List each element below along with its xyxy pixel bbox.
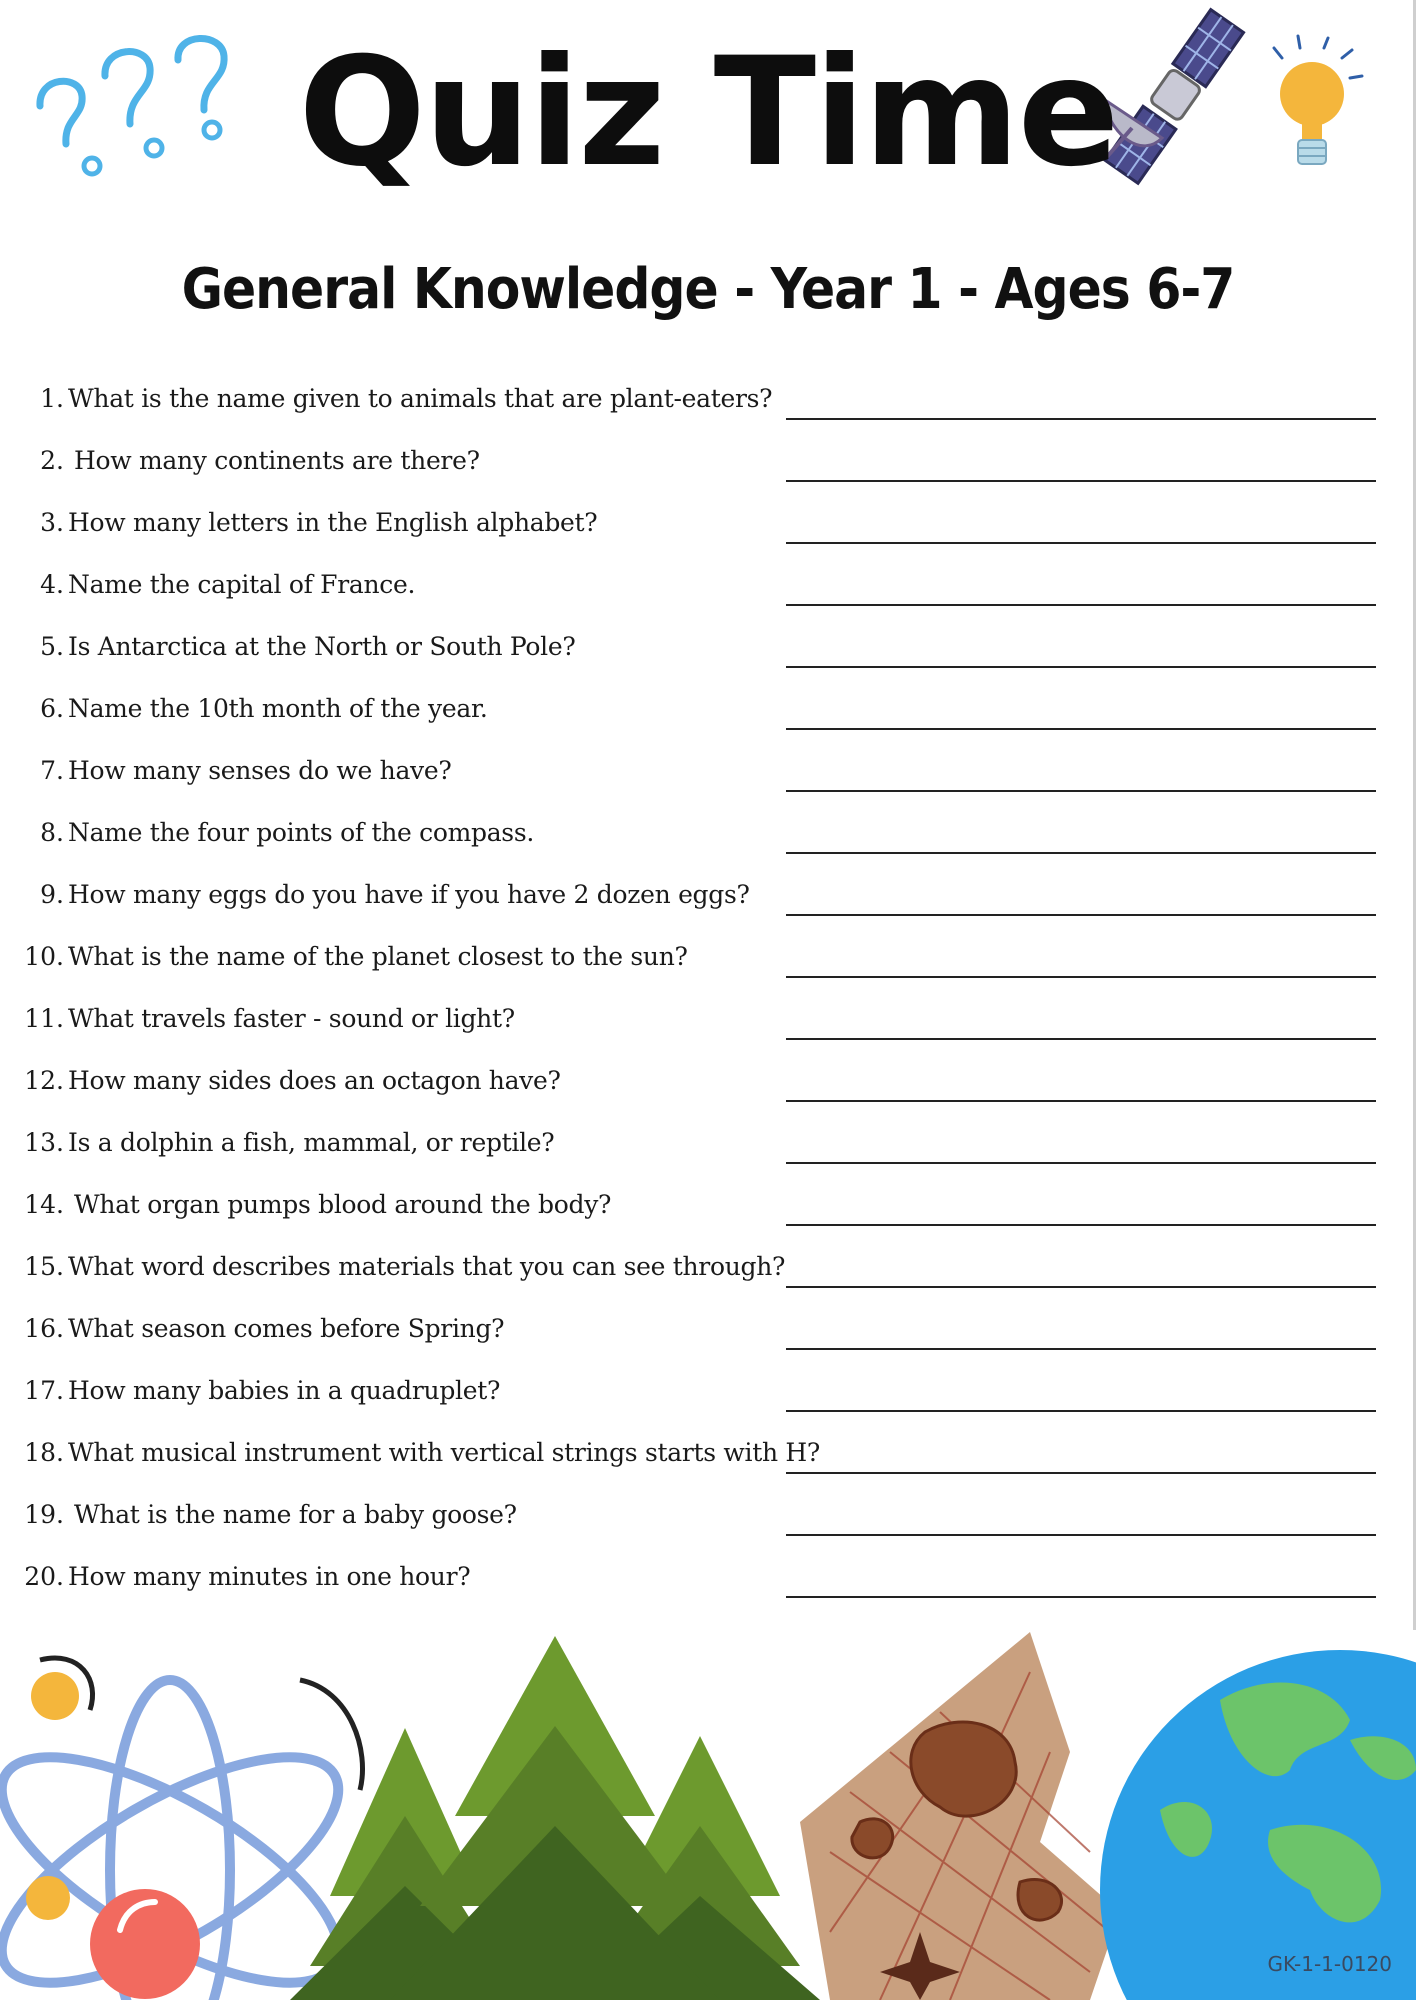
question-text: Is Antarctica at the North or South Pole? bbox=[68, 632, 576, 661]
question-number: 11. bbox=[24, 1004, 64, 1033]
page-subtitle: General Knowledge - Year 1 - Ages 6-7 bbox=[181, 257, 1235, 322]
question-row bbox=[0, 444, 1416, 506]
question-text: Is a dolphin a fish, mammal, or reptile? bbox=[68, 1128, 555, 1157]
question-text: What travels faster - sound or light? bbox=[68, 1004, 515, 1033]
worksheet-code: GK-1-1-0120 bbox=[1267, 1952, 1392, 1976]
question-row bbox=[0, 754, 1416, 816]
question-row bbox=[0, 568, 1416, 630]
question-number: 5. bbox=[40, 632, 64, 661]
question-number: 1. bbox=[40, 384, 64, 413]
answer-line[interactable] bbox=[786, 418, 1376, 420]
question-row bbox=[0, 1374, 1416, 1436]
question-text: How many eggs do you have if you have 2 dozen eggs? bbox=[68, 880, 750, 909]
question-text: Name the capital of France. bbox=[68, 570, 416, 599]
question-row bbox=[0, 382, 1416, 444]
question-number: 18. bbox=[24, 1438, 64, 1467]
question-number: 3. bbox=[40, 508, 64, 537]
answer-line[interactable] bbox=[786, 666, 1376, 668]
answer-line[interactable] bbox=[786, 1162, 1376, 1164]
question-text: How many senses do we have? bbox=[68, 756, 452, 785]
question-text: Name the 10th month of the year. bbox=[68, 694, 488, 723]
question-row bbox=[0, 816, 1416, 878]
question-number: 9. bbox=[40, 880, 64, 909]
question-number: 14. bbox=[24, 1190, 64, 1219]
question-row bbox=[0, 630, 1416, 692]
question-number: 10. bbox=[24, 942, 64, 971]
question-row bbox=[0, 692, 1416, 754]
question-row bbox=[0, 1002, 1416, 1064]
question-number: 12. bbox=[24, 1066, 64, 1095]
question-text: What organ pumps blood around the body? bbox=[74, 1190, 612, 1219]
question-text: Name the four points of the compass. bbox=[68, 818, 535, 847]
question-text: What is the name of the planet closest to the sun? bbox=[68, 942, 688, 971]
answer-line[interactable] bbox=[786, 1596, 1376, 1598]
question-text: What is the name for a baby goose? bbox=[74, 1500, 517, 1529]
question-number: 19. bbox=[24, 1500, 64, 1529]
question-number: 20. bbox=[24, 1562, 64, 1591]
question-number: 15. bbox=[24, 1252, 64, 1281]
question-text: How many babies in a quadruplet? bbox=[68, 1376, 501, 1405]
answer-line[interactable] bbox=[786, 1534, 1376, 1536]
question-number: 6. bbox=[40, 694, 64, 723]
answer-line[interactable] bbox=[786, 542, 1376, 544]
answer-line[interactable] bbox=[786, 728, 1376, 730]
answer-line[interactable] bbox=[786, 604, 1376, 606]
answer-line[interactable] bbox=[786, 1224, 1376, 1226]
question-row bbox=[0, 1312, 1416, 1374]
answer-line[interactable] bbox=[786, 1410, 1376, 1412]
globe-icon bbox=[1100, 1640, 1416, 2000]
question-text: What is the name given to animals that are plant-eaters? bbox=[68, 384, 773, 413]
question-number: 17. bbox=[24, 1376, 64, 1405]
question-row bbox=[0, 878, 1416, 940]
answer-line[interactable] bbox=[786, 914, 1376, 916]
answer-line[interactable] bbox=[786, 852, 1376, 854]
answer-line[interactable] bbox=[786, 790, 1376, 792]
answer-line[interactable] bbox=[786, 976, 1376, 978]
question-row bbox=[0, 1436, 1416, 1498]
question-row bbox=[0, 1188, 1416, 1250]
question-text: How many minutes in one hour? bbox=[68, 1562, 471, 1591]
question-number: 7. bbox=[40, 756, 64, 785]
question-text: How many letters in the English alphabet? bbox=[68, 508, 598, 537]
answer-line[interactable] bbox=[786, 1286, 1376, 1288]
page-title: Quiz Time bbox=[298, 26, 1118, 200]
question-row bbox=[0, 1560, 1416, 1622]
question-number: 4. bbox=[40, 570, 64, 599]
question-row bbox=[0, 1498, 1416, 1560]
question-number: 13. bbox=[24, 1128, 64, 1157]
trees-icon bbox=[290, 1636, 830, 2000]
answer-line[interactable] bbox=[786, 1348, 1376, 1350]
question-text: How many sides does an octagon have? bbox=[68, 1066, 561, 1095]
question-row bbox=[0, 940, 1416, 1002]
answer-line[interactable] bbox=[786, 480, 1376, 482]
question-row bbox=[0, 1250, 1416, 1312]
question-row bbox=[0, 1126, 1416, 1188]
question-text: What musical instrument with vertical strings starts with H? bbox=[68, 1438, 820, 1467]
question-text: What season comes before Spring? bbox=[68, 1314, 505, 1343]
answer-line[interactable] bbox=[786, 1038, 1376, 1040]
treasure-map-icon bbox=[790, 1632, 1120, 2000]
question-number: 16. bbox=[24, 1314, 64, 1343]
question-text: What word describes materials that you can see through? bbox=[68, 1252, 786, 1281]
question-row bbox=[0, 1064, 1416, 1126]
question-number: 2. bbox=[40, 446, 64, 475]
answer-line[interactable] bbox=[786, 1100, 1376, 1102]
question-row bbox=[0, 506, 1416, 568]
question-number: 8. bbox=[40, 818, 64, 847]
answer-line[interactable] bbox=[786, 1472, 1376, 1474]
question-text: How many continents are there? bbox=[74, 446, 480, 475]
